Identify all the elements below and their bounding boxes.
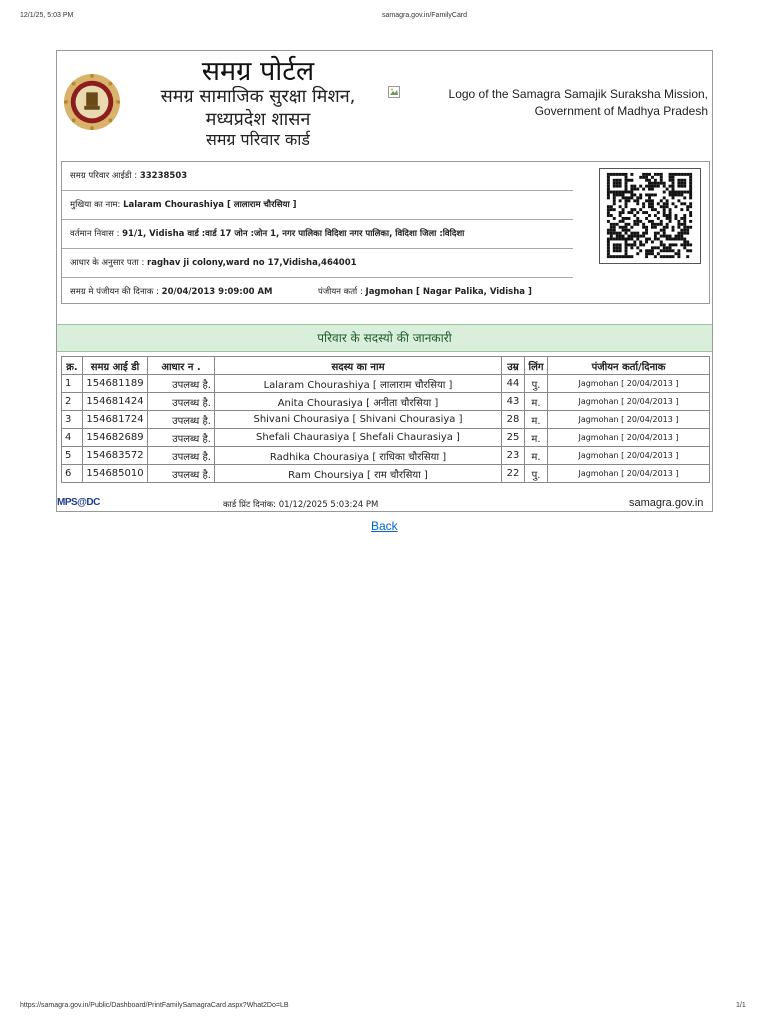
qr-code-icon <box>599 168 701 264</box>
header-samagra-id: समग्र आई डी <box>83 357 148 375</box>
cell-age: 23 <box>502 447 525 465</box>
cell-aadhaar: उपलब्ध है. <box>148 411 215 429</box>
table-row <box>62 393 710 411</box>
table-row <box>62 429 710 447</box>
registrar-label: पंजीयन कर्ता : <box>318 287 366 297</box>
cell-gender: पु. <box>525 465 548 483</box>
print-footer-page: 1/1 <box>736 1002 746 1009</box>
cell-age: 22 <box>502 465 525 483</box>
cell-gender: म. <box>525 411 548 429</box>
address-label: वर्तमान निवास : <box>70 229 123 239</box>
cell-gender: म. <box>525 393 548 411</box>
cell-aadhaar: उपलब्ध है. <box>148 375 215 393</box>
logo-alt-line2: Government of Madhya Pradesh <box>534 104 708 118</box>
card-print-date <box>223 499 378 510</box>
cell-samagra-id: 154683572 <box>83 447 148 465</box>
cell-registration: Jagmohan [ 20/04/2013 ] <box>548 375 710 393</box>
mp-emblem-icon <box>63 73 121 131</box>
address-value: 91/1, Vidisha वार्ड :वार्ड 17 जोन :जोन 1, नगर पालिका विदिशा नगर पालिका, विदिशा जिला :विदिशा <box>122 229 465 239</box>
cell-aadhaar: उपलब्ध है. <box>148 393 215 411</box>
cell-gender: पु. <box>525 375 548 393</box>
cell-serial: 6 <box>62 465 83 483</box>
cell-member-name: Ram Choursiya [ राम चौरसिया ] <box>215 465 502 483</box>
reg-date-label: समग्र मे पंजीयन की दिनाक : <box>70 287 162 297</box>
broken-image-icon <box>388 86 400 98</box>
table-row <box>62 411 710 429</box>
print-footer-url: https://samagra.gov.in/Public/Dashboard/PrintFamilySamagraCard.aspx?What2Do=LB <box>20 1002 289 1009</box>
back-link[interactable]: Back <box>371 519 398 533</box>
header-serial: क्र. <box>62 357 83 375</box>
header-gender: लिंग <box>525 357 548 375</box>
head-name-label: मुखिया का नाम: <box>70 200 124 210</box>
print-header-url: samagra.gov.in/FamilyCard <box>382 12 468 19</box>
reg-date-value: 20/04/2013 9:09:00 AM <box>161 287 273 297</box>
cell-samagra-id: 154681189 <box>83 375 148 393</box>
print-header-datetime: 12/1/25, 5:03 PM <box>20 12 74 19</box>
cell-registration: Jagmohan [ 20/04/2013 ] <box>548 447 710 465</box>
cell-registration: Jagmohan [ 20/04/2013 ] <box>548 465 710 483</box>
table-row <box>62 375 710 393</box>
family-id-value: 33238503 <box>139 171 188 181</box>
header-age: उम्र <box>502 357 525 375</box>
cell-samagra-id: 154681424 <box>83 393 148 411</box>
header-registration: पंजीयन कर्ता/दिनाक <box>548 357 710 375</box>
registration-row <box>62 278 573 307</box>
members-table <box>61 356 710 483</box>
address-row <box>62 220 573 249</box>
mps-dc-logo <box>57 497 100 508</box>
family-card <box>56 50 713 512</box>
cell-member-name: Anita Chourasiya [ अनीता चौरसिया ] <box>215 393 502 411</box>
cell-member-name: Shivani Chourasiya [ Shivani Chourasiya ] <box>215 411 502 429</box>
cell-member-name: Shefali Chaurasiya [ Shefali Chaurasiya ] <box>215 429 502 447</box>
cell-age: 25 <box>502 429 525 447</box>
table-row <box>62 447 710 465</box>
cell-serial: 5 <box>62 447 83 465</box>
cell-age: 43 <box>502 393 525 411</box>
header-member-name: सदस्य का नाम <box>215 357 502 375</box>
registrar-value: Jagmohan [ Nagar Palika, Vidisha ] <box>365 287 532 297</box>
cell-member-name: Radhika Chourasiya [ राधिका चौरसिया ] <box>215 447 502 465</box>
header-aadhaar: आधार न . <box>148 357 215 375</box>
site-name: samagra.gov.in <box>629 497 704 509</box>
logo-alt-line1: Logo of the Samagra Samajik Suraksha Mission, <box>448 87 708 101</box>
head-name-value: Lalaram Chourashiya [ लालाराम चौरसिया ] <box>123 200 297 210</box>
print-date-value: 01/12/2025 5:03:24 PM <box>278 500 379 510</box>
family-info-box <box>61 161 710 304</box>
portal-title: समग्र पोर्टल <box>201 56 315 87</box>
cell-samagra-id: 154682689 <box>83 429 148 447</box>
cell-registration: Jagmohan [ 20/04/2013 ] <box>548 411 710 429</box>
cell-member-name: Lalaram Chourashiya [ लालाराम चौरसिया ] <box>215 375 502 393</box>
members-section-title: परिवार के सदस्यो की जानकारी <box>57 324 712 352</box>
cell-gender: म. <box>525 429 548 447</box>
cell-samagra-id: 154685010 <box>83 465 148 483</box>
aadhaar-address-label: आधार के अनुसार पता : <box>70 258 148 268</box>
card-name: समग्र परिवार कार्ड <box>206 130 310 149</box>
cell-serial: 1 <box>62 375 83 393</box>
cell-aadhaar: उपलब्ध है. <box>148 447 215 465</box>
cell-serial: 3 <box>62 411 83 429</box>
cell-samagra-id: 154681724 <box>83 411 148 429</box>
mission-line1: समग्र सामाजिक सुरक्षा मिशन, <box>160 86 356 107</box>
aadhaar-address-value: raghav ji colony,ward no 17,Vidisha,464001 <box>147 258 357 268</box>
aadhaar-address-row <box>62 249 573 278</box>
cell-age: 44 <box>502 375 525 393</box>
cell-serial: 4 <box>62 429 83 447</box>
members-table-header <box>62 357 710 375</box>
cell-gender: म. <box>525 447 548 465</box>
cell-aadhaar: उपलब्ध है. <box>148 465 215 483</box>
mission-line2: मध्यप्रदेश शासन <box>205 109 311 130</box>
family-id-row <box>62 162 573 191</box>
head-name-row <box>62 191 573 220</box>
family-id-label: समग्र परिवार आईडी : <box>70 171 140 181</box>
cell-aadhaar: उपलब्ध है. <box>148 429 215 447</box>
cell-age: 28 <box>502 411 525 429</box>
cell-registration: Jagmohan [ 20/04/2013 ] <box>548 393 710 411</box>
logo-alt-text <box>422 86 708 120</box>
cell-registration: Jagmohan [ 20/04/2013 ] <box>548 429 710 447</box>
table-row <box>62 465 710 483</box>
cell-serial: 2 <box>62 393 83 411</box>
print-date-label: कार्ड प्रिंट दिनांक: <box>223 500 279 510</box>
mps-logo-text: MPS@DC <box>57 497 100 508</box>
